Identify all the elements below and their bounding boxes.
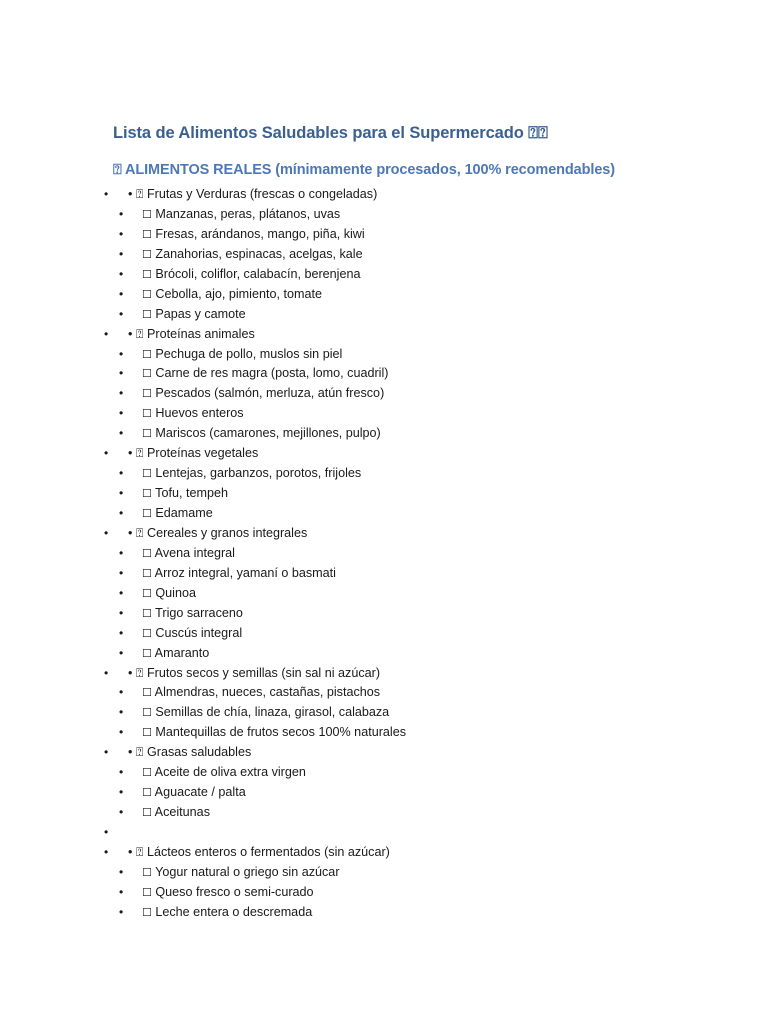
list-item-text	[142, 763, 306, 783]
list-item-text	[142, 205, 340, 225]
list-item	[0, 404, 768, 424]
checkbox-icon: ☐	[142, 566, 152, 580]
list-item-label: Mariscos (camarones, mejillones, pulpo)	[151, 426, 381, 441]
list-item	[0, 305, 768, 325]
list-item-text	[142, 703, 389, 723]
category-row	[0, 325, 768, 345]
list-item	[0, 564, 768, 584]
bullet: •	[119, 605, 124, 620]
list-item	[0, 763, 768, 783]
category-label	[128, 843, 390, 863]
category-label	[128, 444, 258, 464]
category-row	[0, 743, 768, 763]
bullet: •	[119, 565, 124, 580]
list-item-text	[142, 624, 242, 644]
bullet: •	[119, 346, 124, 361]
list-item-label: Pechuga de pollo, muslos sin piel	[151, 346, 343, 361]
list-item-text	[142, 504, 213, 524]
list-item-label: Papas y camote	[151, 306, 246, 321]
list-item	[0, 424, 768, 444]
checkbox-icon: ☐	[142, 586, 152, 600]
list-item-label: Mantequillas de frutos secos 100% naturales	[151, 725, 406, 740]
checkbox-icon: ☐	[142, 427, 152, 441]
category-label	[128, 185, 377, 205]
list-item-label: Huevos enteros	[151, 406, 244, 421]
checkbox-icon: ☐	[142, 766, 152, 780]
checkbox-icon: ☐	[142, 905, 152, 919]
list-item-text	[142, 883, 314, 903]
list-item-label: Fresas, arándanos, mango, piña, kiwi	[151, 226, 365, 241]
list-item	[0, 723, 768, 743]
bullet: •	[119, 426, 124, 441]
list-item-label: Yogur natural o griego sin azúcar	[151, 864, 340, 879]
category-prefix: • ⍰	[128, 745, 147, 760]
checkbox-icon: ☐	[142, 307, 152, 321]
checkbox-icon: ☐	[142, 706, 152, 720]
list-item-text	[142, 584, 196, 604]
category-row	[0, 843, 768, 863]
bullet: •	[119, 904, 124, 919]
list-item-label: Queso fresco o semi-curado	[151, 884, 314, 899]
list-item	[0, 584, 768, 604]
bullet: •	[119, 805, 124, 820]
bullet: •	[119, 386, 124, 401]
list-item	[0, 624, 768, 644]
list-item-label: Semillas de chía, linaza, girasol, calabaza	[151, 705, 390, 720]
bullet: •	[119, 884, 124, 899]
shopping-list	[0, 185, 768, 923]
bullet: •	[119, 765, 124, 780]
bullet: •	[119, 246, 124, 261]
bullet: •	[119, 406, 124, 421]
bullet: •	[104, 326, 109, 341]
bullet: •	[119, 286, 124, 301]
list-item	[0, 783, 768, 803]
bullet: •	[104, 665, 109, 680]
category-label	[128, 664, 380, 684]
list-item-label: Carne de res magra (posta, lomo, cuadril)	[151, 366, 389, 381]
checkbox-icon: ☐	[142, 865, 152, 879]
bullet: •	[119, 306, 124, 321]
list-item-label: Lentejas, garbanzos, porotos, frijoles	[151, 466, 362, 481]
bullet: •	[119, 645, 124, 660]
bullet: •	[119, 705, 124, 720]
list-item-text	[142, 803, 210, 823]
checkbox-icon: ☐	[142, 507, 152, 520]
bullet: •	[119, 685, 124, 700]
list-item	[0, 285, 768, 305]
list-item-label: Tofu, tempeh	[151, 486, 228, 501]
category-row	[0, 185, 768, 205]
bullet: •	[104, 446, 109, 461]
bullet: •	[104, 745, 109, 760]
list-item-label: Aceite de oliva extra virgen	[151, 765, 306, 780]
list-item-text	[142, 644, 209, 664]
category-name: Proteínas animales	[146, 326, 255, 341]
category-label	[128, 743, 251, 763]
bullet: •	[104, 844, 109, 859]
category-name: Frutos secos y semillas (sin sal ni azúcar)	[146, 665, 381, 680]
list-item	[0, 703, 768, 723]
checkbox-icon: ☐	[142, 726, 152, 740]
list-item	[0, 903, 768, 923]
list-item-label: Cuscús integral	[151, 625, 243, 640]
bullet: •	[119, 625, 124, 640]
checkbox-icon: ☐	[142, 387, 152, 401]
checkbox-icon: ☐	[142, 227, 152, 241]
category-row	[0, 524, 768, 544]
checkbox-icon: ☐	[142, 347, 152, 361]
list-item	[0, 464, 768, 484]
empty-bullet-row	[0, 823, 768, 843]
bullet: •	[119, 864, 124, 879]
bullet: •	[119, 366, 124, 381]
checkbox-icon: ☐	[142, 646, 152, 660]
list-item-text	[142, 464, 361, 484]
list-item-text	[142, 404, 244, 424]
category-prefix: • ⍰	[128, 665, 147, 680]
checkbox-icon: ☐	[142, 885, 152, 899]
list-item-label: Zanahorias, espinacas, acelgas, kale	[151, 246, 363, 261]
list-item-text	[142, 604, 243, 624]
list-item-text	[142, 424, 381, 444]
list-item	[0, 245, 768, 265]
checkbox-icon: ☐	[142, 247, 152, 261]
list-item-label: Almendras, nueces, castañas, pistachos	[151, 685, 381, 700]
list-item	[0, 205, 768, 225]
list-item	[0, 604, 768, 624]
bullet: •	[119, 486, 124, 501]
checkbox-icon: ☐	[142, 267, 152, 281]
category-name: Proteínas vegetales	[146, 446, 259, 461]
list-item	[0, 883, 768, 903]
checkbox-icon: ☐	[142, 786, 152, 800]
list-item	[0, 225, 768, 245]
list-item-text	[142, 903, 312, 923]
category-prefix: • ⍰	[128, 525, 147, 540]
category-prefix: • ⍰	[128, 187, 147, 201]
list-item-text	[142, 723, 406, 743]
list-item-label: Brócoli, coliflor, calabacín, berenjena	[151, 266, 361, 281]
category-prefix: • ⍰	[128, 446, 147, 461]
category-name: Grasas saludables	[146, 745, 252, 760]
list-item-label: Aguacate / palta	[151, 785, 246, 800]
checkbox-icon: ☐	[142, 407, 152, 421]
bullet: •	[104, 525, 109, 540]
list-item-text	[142, 265, 361, 285]
bullet: •	[119, 585, 124, 600]
list-item-text	[142, 285, 322, 305]
list-item	[0, 863, 768, 883]
list-item	[0, 803, 768, 823]
bullet: •	[119, 506, 124, 520]
list-item-label: Leche entera o descremada	[151, 904, 313, 919]
list-item	[0, 683, 768, 703]
checkbox-icon: ☐	[142, 487, 152, 501]
bullet: •	[119, 545, 124, 560]
checkbox-icon: ☐	[142, 626, 152, 640]
checkbox-icon: ☐	[142, 686, 152, 700]
list-item-text	[142, 564, 336, 584]
list-item-text	[142, 863, 340, 883]
category-name: Cereales y granos integrales	[146, 525, 308, 540]
list-item-text	[142, 384, 384, 404]
list-item	[0, 484, 768, 504]
category-name: Lácteos enteros o fermentados (sin azúcar)	[146, 844, 390, 859]
bullet: •	[119, 466, 124, 481]
category-prefix: • ⍰	[128, 326, 147, 341]
category-label	[128, 325, 255, 345]
list-item-label: Quinoa	[151, 585, 196, 600]
list-item	[0, 364, 768, 384]
bullet: •	[119, 785, 124, 800]
list-item-label: Arroz integral, yamaní o basmati	[151, 565, 336, 580]
category-row	[0, 664, 768, 684]
list-item-text	[142, 364, 388, 384]
category-row	[0, 444, 768, 464]
category-prefix: • ⍰	[128, 844, 147, 859]
list-item-text	[142, 305, 246, 325]
bullet: •	[119, 206, 124, 221]
list-item-label: Trigo sarraceno	[151, 605, 243, 620]
list-item	[0, 504, 768, 524]
checkbox-icon: ☐	[142, 467, 152, 481]
checkbox-icon: ☐	[142, 546, 152, 560]
list-item-text	[142, 225, 365, 245]
list-item-text	[142, 783, 246, 803]
list-item-label: Manzanas, peras, plátanos, uvas	[151, 206, 341, 221]
list-item-text	[142, 544, 235, 564]
bullet: •	[119, 725, 124, 740]
list-item-text	[142, 683, 380, 703]
page-title: Lista de Alimentos Saludables para el Supermercado ⍰⍰	[113, 124, 548, 142]
list-item-label: Amaranto	[151, 645, 210, 660]
list-item-label: Cebolla, ajo, pimiento, tomate	[151, 286, 322, 301]
list-item-text	[142, 345, 342, 365]
bullet: •	[104, 187, 109, 201]
checkbox-icon: ☐	[142, 606, 152, 620]
checkbox-icon: ☐	[142, 207, 152, 221]
checkbox-icon: ☐	[142, 806, 152, 820]
list-item	[0, 644, 768, 664]
list-item-label: Aceitunas	[151, 805, 210, 820]
category-label	[128, 524, 307, 544]
list-item-label: Pescados (salmón, merluza, atún fresco)	[151, 386, 385, 401]
list-item-label: Avena integral	[151, 545, 235, 560]
list-item	[0, 384, 768, 404]
list-item	[0, 345, 768, 365]
list-item	[0, 544, 768, 564]
list-item-text	[142, 484, 228, 504]
list-item-text	[142, 245, 363, 265]
section-heading: ⍰ ALIMENTOS REALES (mínimamente procesados, 100% recomendables)	[113, 162, 615, 178]
bullet: •	[119, 266, 124, 281]
list-item-label: Edamame	[151, 506, 213, 520]
checkbox-icon: ☐	[142, 287, 152, 301]
bullet: •	[119, 226, 124, 241]
checkbox-icon: ☐	[142, 367, 152, 381]
bullet: •	[104, 825, 109, 839]
list-item	[0, 265, 768, 285]
category-name: Frutas y Verduras (frescas o congeladas)	[146, 187, 378, 201]
